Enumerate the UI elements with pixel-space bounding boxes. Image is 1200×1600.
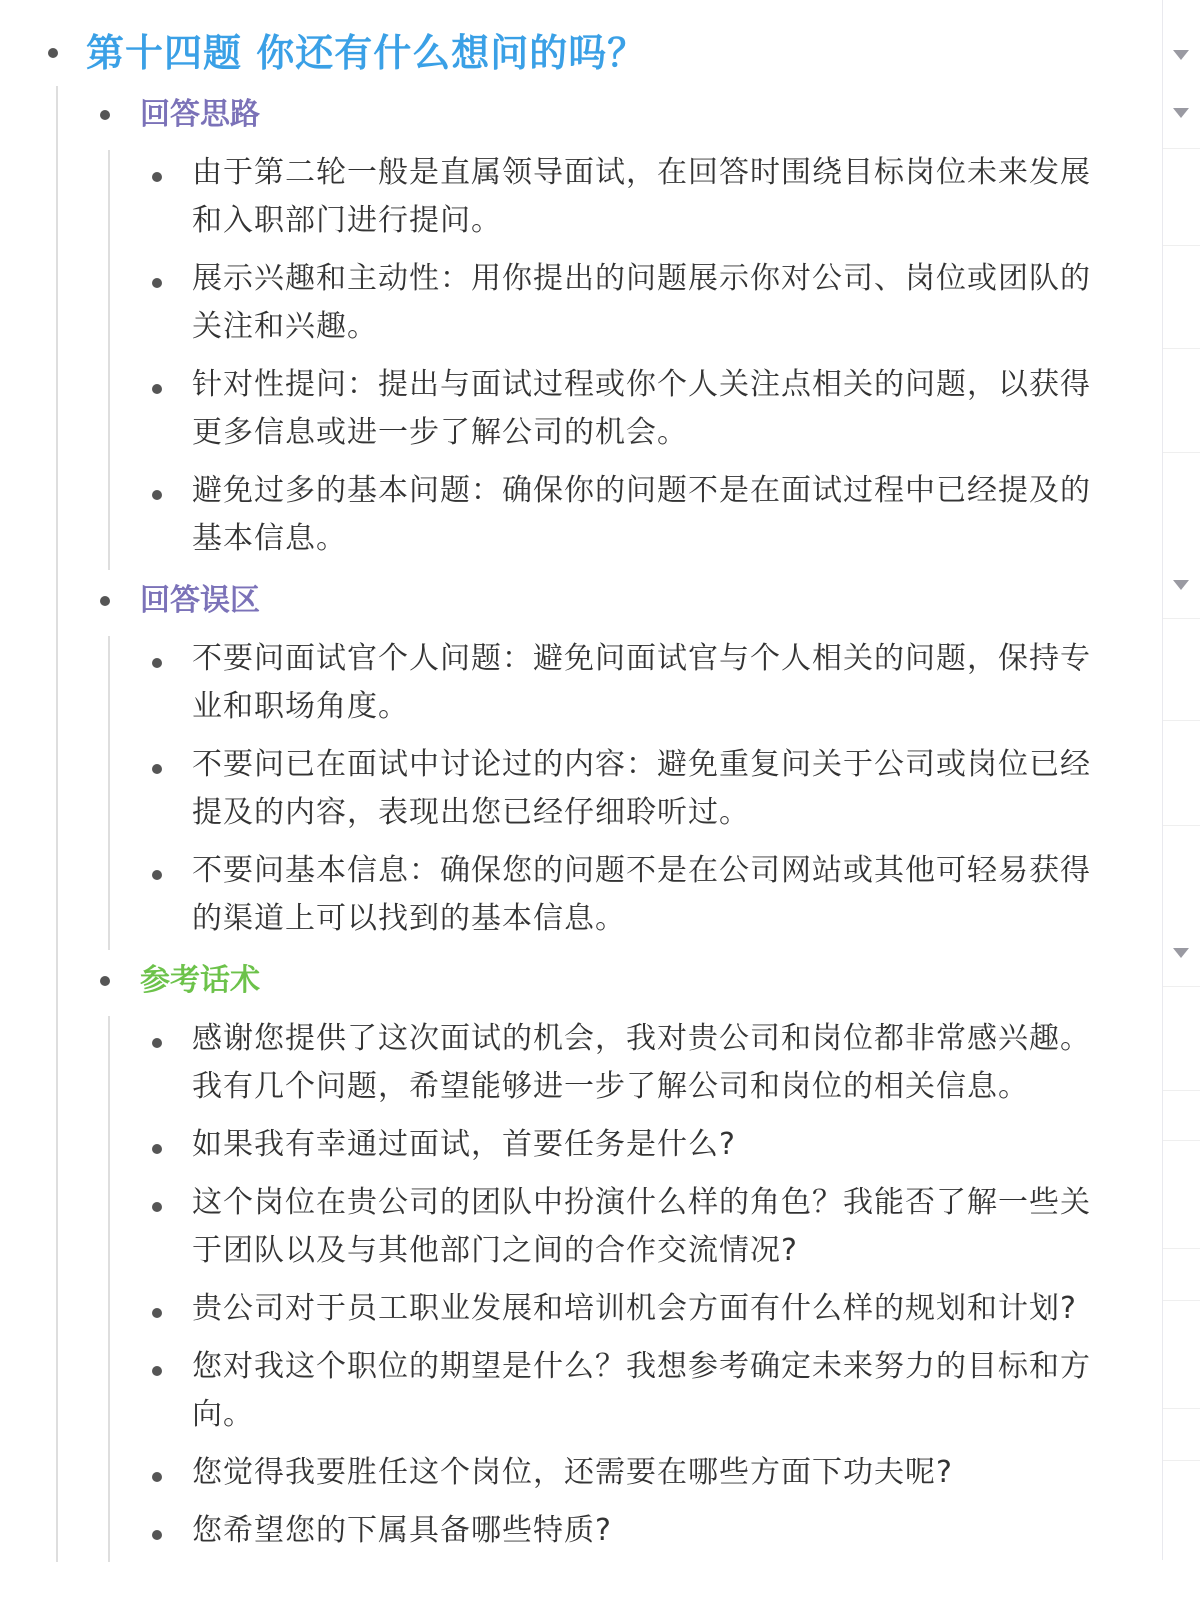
list-item[interactable] xyxy=(152,468,1150,568)
list-item[interactable] xyxy=(152,636,1150,736)
section-items xyxy=(108,636,1150,950)
bullet-dot[interactable] xyxy=(152,1308,162,1318)
bullet-dot[interactable] xyxy=(152,658,162,668)
list-item[interactable] xyxy=(152,1508,1150,1560)
list-item-text: 您希望您的下属具备哪些特质? xyxy=(192,1513,612,1548)
bullet-dot[interactable] xyxy=(152,1366,162,1376)
list-item[interactable] xyxy=(152,1286,1150,1338)
section-node[interactable] xyxy=(100,86,1150,144)
bullet-dot[interactable] xyxy=(152,1530,162,1540)
list-item-text: 这个岗位在贵公司的团队中扮演什么样的角色？我能否了解一些关于团队以及与其他部门之间的合作交流情况? xyxy=(192,1185,1091,1268)
title-children xyxy=(56,86,1150,1562)
list-item-text: 展示兴趣和主动性：用你提出的问题展示你对公司、岗位或团队的关注和兴趣。 xyxy=(192,261,1091,344)
list-item[interactable] xyxy=(152,256,1150,356)
bullet-dot[interactable] xyxy=(152,490,162,500)
section-items xyxy=(108,1016,1150,1562)
triangle-down-icon xyxy=(1170,576,1192,594)
section-heading: 回答思路 xyxy=(140,97,260,132)
section-node[interactable] xyxy=(100,952,1150,1010)
bullet-dot[interactable] xyxy=(152,764,162,774)
bullet-dot[interactable] xyxy=(152,1038,162,1048)
list-item[interactable] xyxy=(152,1450,1150,1502)
list-item-text: 您觉得我要胜任这个岗位，还需要在哪些方面下功夫呢? xyxy=(192,1455,953,1490)
list-item[interactable] xyxy=(152,1180,1150,1280)
list-item-text: 针对性提问：提出与面试过程或你个人关注点相关的问题，以获得更多信息或进一步了解公司的机会。 xyxy=(192,367,1091,450)
list-item-text: 不要问基本信息：确保您的问题不是在公司网站或其他可轻易获得的渠道上可以找到的基本信息。 xyxy=(192,853,1091,936)
list-item[interactable] xyxy=(152,1344,1150,1444)
list-item[interactable] xyxy=(152,150,1150,250)
bullet-dot[interactable] xyxy=(100,596,110,606)
bullet-dot[interactable] xyxy=(152,870,162,880)
bullet-dot[interactable] xyxy=(152,1472,162,1482)
bullet-dot[interactable] xyxy=(152,384,162,394)
list-item[interactable] xyxy=(152,1122,1150,1174)
section-heading: 回答误区 xyxy=(140,583,260,618)
bullet-dot[interactable] xyxy=(48,48,58,58)
triangle-down-icon xyxy=(1170,944,1192,962)
right-gutter xyxy=(1162,0,1200,1560)
list-item[interactable] xyxy=(152,362,1150,462)
bullet-dot[interactable] xyxy=(100,976,110,986)
list-item[interactable] xyxy=(152,1016,1150,1116)
bullet-dot[interactable] xyxy=(152,1144,162,1154)
list-item[interactable] xyxy=(152,742,1150,842)
triangle-down-icon xyxy=(1170,46,1192,64)
collapse-section-3-button[interactable] xyxy=(1170,944,1192,962)
bullet-dot[interactable] xyxy=(152,172,162,182)
list-item-text: 贵公司对于员工职业发展和培训机会方面有什么样的规划和计划? xyxy=(192,1291,1077,1326)
collapse-section-1-button[interactable] xyxy=(1170,104,1192,122)
collapse-title-button[interactable] xyxy=(1170,46,1192,64)
title-node[interactable] xyxy=(40,22,1150,84)
section-node[interactable] xyxy=(100,572,1150,630)
list-item-text: 不要问面试官个人问题：避免问面试官与个人相关的问题，保持专业和职场角度。 xyxy=(192,641,1091,724)
list-item-text: 避免过多的基本问题：确保你的问题不是在面试过程中已经提及的基本信息。 xyxy=(192,473,1091,556)
bullet-dot[interactable] xyxy=(152,1202,162,1212)
bullet-dot[interactable] xyxy=(100,110,110,120)
section-items xyxy=(108,150,1150,570)
outline-root xyxy=(40,22,1150,1562)
list-item[interactable] xyxy=(152,848,1150,948)
list-item-text: 感谢您提供了这次面试的机会，我对贵公司和岗位都非常感兴趣。我有几个问题，希望能够进一步了解公司和岗位的相关信息。 xyxy=(192,1021,1091,1104)
page-title: 第十四题 你还有什么想问的吗？ xyxy=(86,31,647,75)
list-item-text: 如果我有幸通过面试，首要任务是什么? xyxy=(192,1127,736,1162)
triangle-down-icon xyxy=(1170,104,1192,122)
section-heading: 参考话术 xyxy=(140,963,260,998)
list-item-text: 不要问已在面试中讨论过的内容：避免重复问关于公司或岗位已经提及的内容，表现出您已经仔细聆听过。 xyxy=(192,747,1091,830)
collapse-section-2-button[interactable] xyxy=(1170,576,1192,594)
list-item-text: 您对我这个职位的期望是什么？我想参考确定未来努力的目标和方向。 xyxy=(192,1349,1091,1432)
bullet-dot[interactable] xyxy=(152,278,162,288)
list-item-text: 由于第二轮一般是直属领导面试，在回答时围绕目标岗位未来发展和入职部门进行提问。 xyxy=(192,155,1091,238)
